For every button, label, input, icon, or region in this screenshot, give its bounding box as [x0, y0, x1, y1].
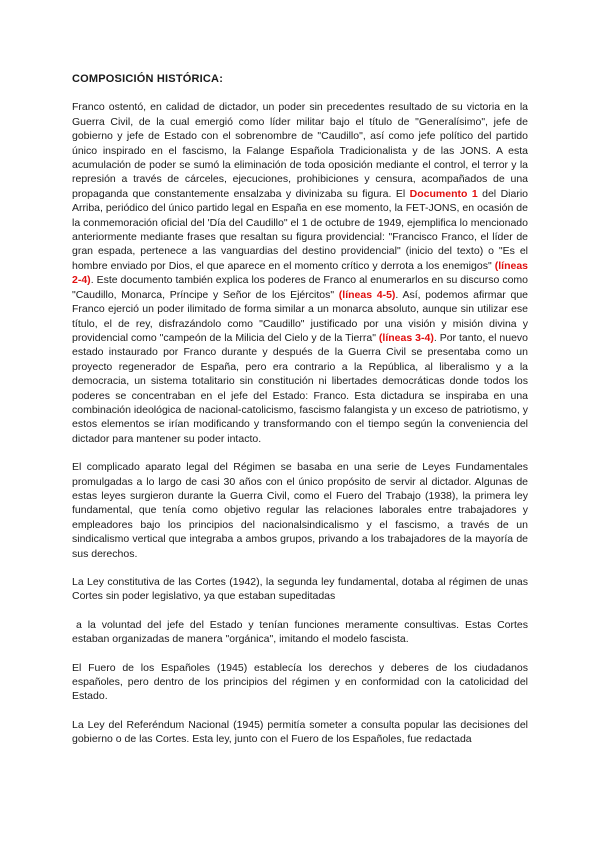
paragraph-referendum: La Ley del Referéndum Nacional (1945) permitía someter a consulta popular las decisiones del gobierno o de las Cortes. Esta ley, junto con el Fuero de los Españoles, fue redactada	[72, 718, 528, 746]
paragraph-text: . Así, podemos afirmar que Franco ejerció un poder ilimitado de forma similar a un monarca absoluto, aunque sin utilizar ese título, el de rey, disfrazándolo como "Caudillo" justificado por una visión y misión divina y providencial como "campeón de la Milicia del Cielo y de la Tierra"	[72, 288, 528, 344]
paragraph-leyes-fundamentales: El complicado aparato legal del Régimen se basaba en una serie de Leyes Fundamentales promulgadas a lo largo de casi 30 años con el único propósito de servir al dictador. Algunas de estas leyes surgieron durante la Guerra Civil, como el Fuero del Trabajo (1938), la primera ley fundamental, que tenía como objetivo regular las relaciones laborales entre trabajadores y empleadores bajo los principios del nacionalsindicalismo y el fascismo, a través de un sindicalismo vertical que integraba a ambos grupos, privando a los trabajadores de la mayoría de sus derechos.	[72, 461, 528, 560]
paragraph-franco-power	[72, 100, 528, 446]
paragraph-text: a la voluntad del jefe del Estado y tenían funciones meramente consultivas. Estas Cortes estaban organizadas de manera "orgánica", imitando el modelo fascista.	[72, 618, 528, 646]
paragraph-text: . Por tanto, el nuevo estado instaurado por Franco durante y después de la Guerra Civil se presentaba como un proyecto regenerador de España, pero era contrario a la República, al liberalismo y a la democracia, un sistema totalitario sin constitución ni libertades democráticas donde todos los poderes se concentraban en el jefe del Estado: Franco. Esta dictadura se inspiraba en una combinación ideológica de nacional-catolicismo, fascismo falangista y un exceso de patriotismo, y estos elementos se irían modificando y transformando con el tiempo según la conveniencia del dictador para mantener su poder intacto.	[72, 331, 528, 445]
paragraph-ley-cortes: La Ley constitutiva de las Cortes (1942), la segunda ley fundamental, dotaba al régimen de unas Cortes sin poder legislativo, ya que estaban supeditadas	[72, 576, 528, 603]
line-reference: (líneas 2-4)	[72, 259, 528, 287]
document-reference: Documento 1	[409, 187, 478, 200]
paragraph-text: del Diario Arriba, periódico del único partido legal en España en ese momento, la FET-JONS, en ocasión de la conmemoración oficial del 'Día del Caudillo" el 1 de octubre de 1949, ejemplifica lo mencionado anteriormente mediante frases que resaltan su figura providencial: "Francisco Franco, el líder de gran espada, pertenece a las vanguardias del destino providencial" (inicio del texto) o "Es el hombre enviado por Dios, el que aparece en el momento crítico y derrota a los enemigos"	[72, 187, 528, 272]
paragraph-fuero-espanoles: El Fuero de los Españoles (1945) establecía los derechos y deberes de los ciudadanos españoles, pero dentro de los principios del régimen y en conformidad con la catolicidad del Estado.	[72, 661, 528, 703]
line-reference: (líneas 3-4)	[378, 331, 434, 344]
paragraph-text: . Este documento también explica los poderes de Franco al enumerarlos en su discurso como "Caudillo, Monarca, Príncipe y Señor de los Ejércitos"	[72, 274, 528, 301]
document-page	[72, 72, 528, 761]
paragraph-text: Franco ostentó, en calidad de dictador, un poder sin precedentes resultado de su victoria en la Guerra Civil, de la cual emergió como líder militar bajo el título de "Generalísimo", jefe de gobierno y jefe de Estado con el sobrenombre de "Caudillo", así como jefe político del partido único inspirado en el fascismo, la Falange Española Tradicionalista y de las JONS. A esta acumulación de poder se sumó la eliminación de toda oposición mediante el control, el terror y la represión a través de cárceles, ejecuciones, prohibiciones y censura, acompañados de una propaganda que constantemente ensalzaba y divinizaba su figura. El	[72, 101, 528, 200]
section-title: COMPOSICIÓN HISTÓRICA:	[72, 73, 224, 85]
paragraph-cortes-continued	[72, 618, 528, 647]
line-reference: (líneas 4-5)	[338, 288, 396, 301]
